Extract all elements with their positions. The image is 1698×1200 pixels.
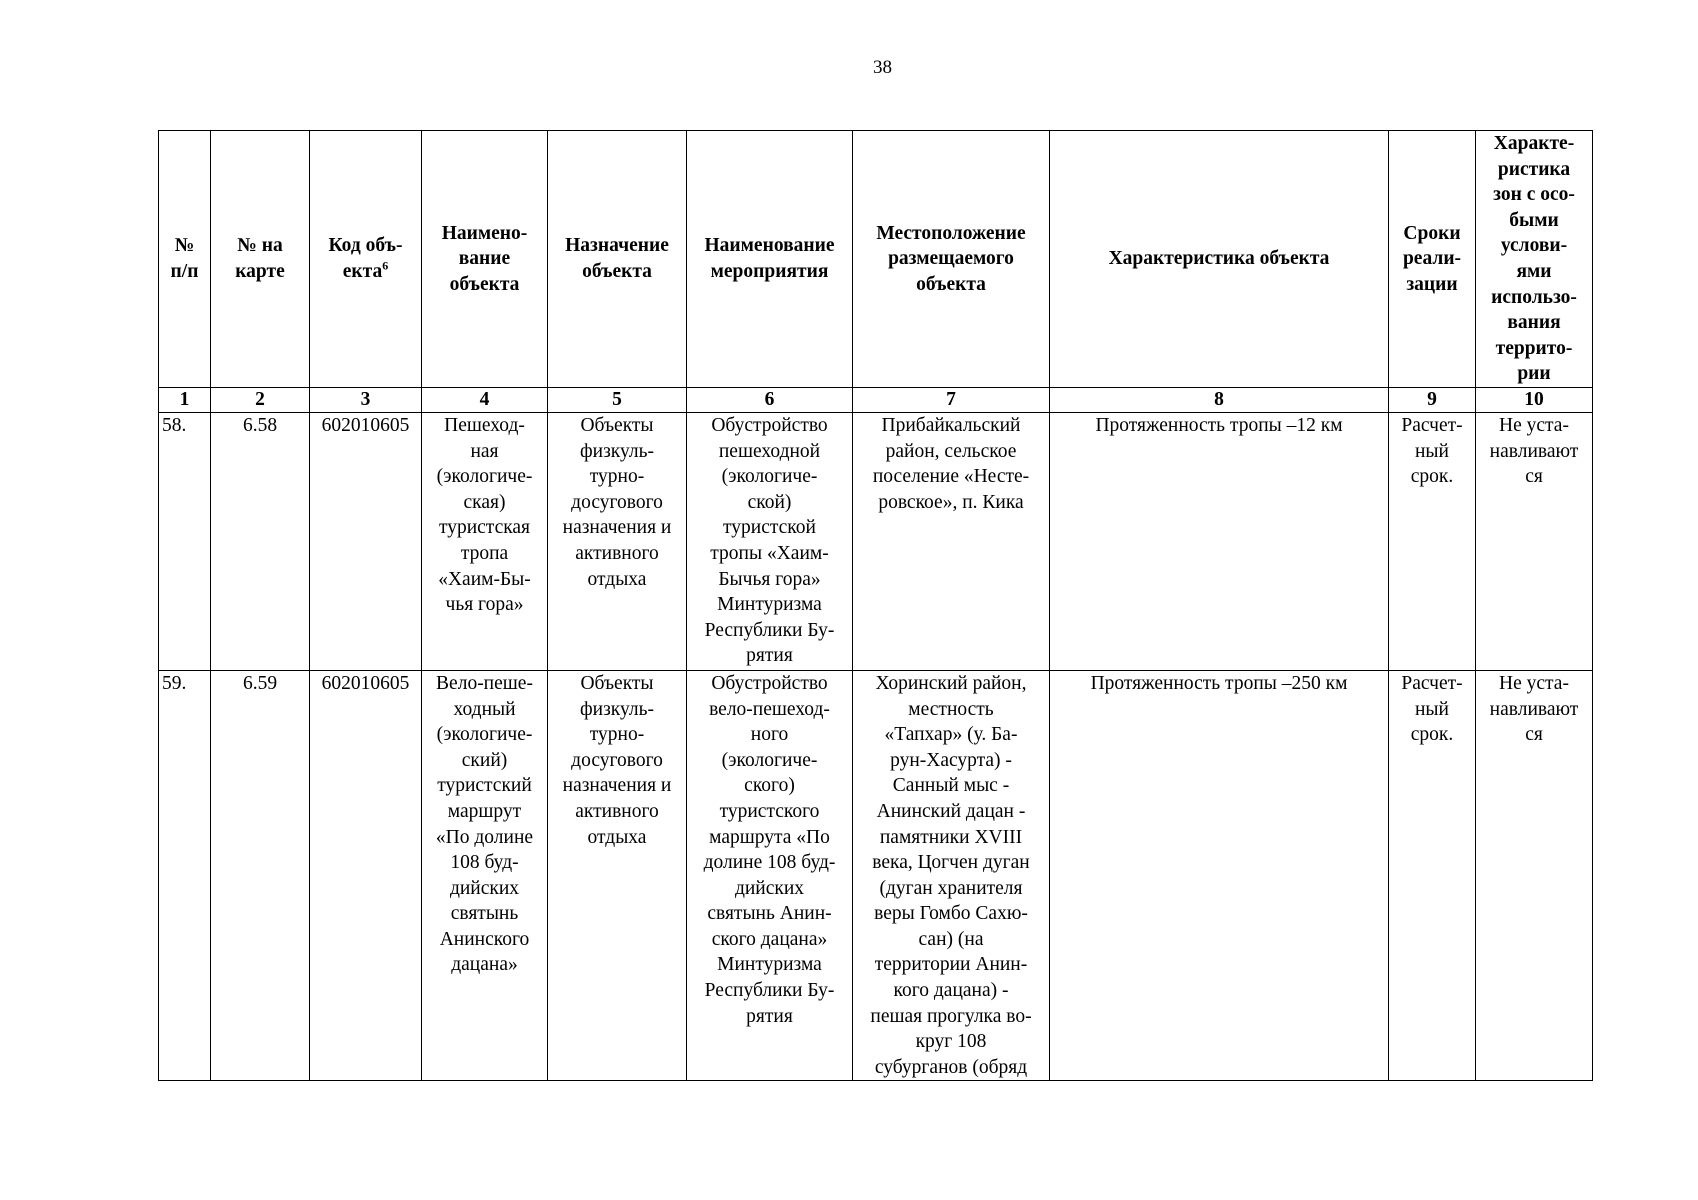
measure-name-line: Обустройство: [711, 414, 828, 436]
object-location-line: веры Гомбо Сахю-: [874, 903, 1028, 925]
column-number-row: [159, 387, 1593, 412]
header-col-1-line: №: [174, 235, 195, 257]
measure-name-line: туристского: [719, 800, 820, 822]
column-number: 6: [687, 387, 853, 412]
measure-name-line: тропы «Хаим-: [710, 542, 829, 564]
object-name-line: Анинского: [439, 928, 530, 950]
header-col-1-line: п/п: [170, 260, 199, 282]
zone-characteristic-line: ся: [1525, 724, 1543, 746]
header-col-3-line-1: Код объ-: [328, 235, 403, 257]
header-col-10-line: террито-: [1495, 337, 1573, 359]
object-name-line: «По долине: [435, 826, 534, 848]
object-name-line: 108 буд-: [450, 852, 519, 874]
object-name-line: Вело-пеше-: [436, 672, 533, 694]
object-name-line: туристский: [437, 775, 532, 797]
header-col-7: [853, 131, 1050, 388]
header-col-10-line: ристика: [1497, 158, 1571, 180]
header-col-10-line: ями: [1516, 260, 1552, 282]
object-location-line: Прибайкальский: [881, 414, 1021, 436]
column-number: 1: [159, 387, 211, 412]
measure-name-line: (экологиче-: [721, 466, 818, 488]
footnote-marker: 6: [382, 258, 389, 273]
object-location: [853, 670, 1050, 1081]
column-number: 8: [1050, 387, 1389, 412]
object-name-line: (экологиче-: [436, 724, 533, 746]
table-row: [159, 670, 1593, 1081]
column-number: 5: [548, 387, 687, 412]
object-name-line: тропа: [460, 542, 509, 564]
header-col-10-line: услови-: [1500, 235, 1568, 257]
object-characteristic: [1050, 412, 1389, 670]
column-number: 2: [211, 387, 310, 412]
header-col-3-line-2-text: екта: [342, 260, 383, 282]
measure-name-line: рятия: [746, 645, 793, 667]
header-col-5: [548, 131, 687, 388]
implementation-term-line: Расчет-: [1401, 414, 1463, 436]
header-col-10-line: рии: [1517, 363, 1551, 385]
measure-name-line: ского): [744, 775, 795, 797]
measure-name-line: дийских: [734, 877, 805, 899]
object-purpose-line: Объекты: [580, 672, 654, 694]
object-name-line: Пешеход-: [444, 414, 525, 436]
object-location-line: (дуган хранителя: [879, 877, 1023, 899]
implementation-term: [1389, 670, 1476, 1081]
object-name-line: дийских: [449, 877, 520, 899]
object-purpose-line: физкуль-: [580, 698, 654, 720]
header-col-9-line: зации: [1406, 273, 1458, 295]
object-purpose-line: досугового: [571, 749, 663, 771]
header-col-8: [1050, 131, 1389, 388]
header-col-2-line: карте: [235, 260, 285, 282]
object-purpose-line: назначения и: [562, 775, 672, 797]
implementation-term-line: ный: [1415, 698, 1449, 720]
table-row: [159, 412, 1593, 670]
header-col-6-line: мероприятия: [710, 260, 829, 282]
object-location-line: круг 108: [915, 1031, 987, 1053]
zone-characteristic: [1476, 670, 1593, 1081]
object-location-line: Хоринский район,: [875, 672, 1027, 694]
column-number: 4: [422, 387, 548, 412]
header-col-7-line: размещаемого: [888, 248, 1014, 270]
object-location-line: Санный мыс -: [892, 775, 1010, 797]
measure-name-line: ного: [750, 724, 789, 746]
header-col-6: [687, 131, 853, 388]
measure-name-line: ского дацана»: [711, 928, 828, 950]
measure-name-line: рятия: [746, 1005, 793, 1027]
page-number: 38: [873, 57, 892, 78]
object-purpose: [548, 412, 687, 670]
object-location: [853, 412, 1050, 670]
header-col-9-line: реали-: [1402, 248, 1462, 270]
object-name-line: святынь: [450, 903, 519, 925]
object-purpose-line: турно-: [589, 466, 645, 488]
header-col-4-line: Наимено-: [441, 222, 528, 244]
implementation-term-line: Расчет-: [1401, 672, 1463, 694]
implementation-term-line: ный: [1415, 440, 1449, 462]
object-name-line: дацана»: [451, 954, 518, 976]
measure-name-line: ской): [747, 491, 792, 513]
measure-name-line: пешеходной: [718, 440, 821, 462]
object-name-line: ская): [463, 491, 506, 513]
object-purpose-line: физкуль-: [580, 440, 654, 462]
header-col-10-line: вания: [1507, 312, 1561, 334]
header-col-10-line: быми: [1509, 209, 1559, 231]
implementation-term-line: срок.: [1410, 724, 1454, 746]
header-col-10-line: использо-: [1491, 286, 1577, 308]
object-purpose-line: турно-: [589, 724, 645, 746]
header-col-10-line: Характе-: [1493, 133, 1575, 154]
measure-name-line: Республики Бу-: [704, 980, 835, 1002]
object-location-line: субурганов (обряд: [874, 1056, 1028, 1078]
object-location-line: ровское», п. Кика: [878, 491, 1024, 513]
object-characteristic-line: Протяженность тропы –12 км: [1095, 414, 1343, 436]
measure-name-line: вело-пешеход-: [709, 698, 830, 720]
object-purpose-line: активного: [575, 800, 659, 822]
object-location-line: территории Анин-: [874, 954, 1028, 976]
header-col-5-line: Назначение: [565, 235, 669, 257]
object-location-line: поселение «Несте-: [872, 466, 1030, 488]
object-characteristic: [1050, 670, 1389, 1081]
object-location-line: район, сельское: [885, 440, 1017, 462]
object-location-line: «Тапхар» (у. Ба-: [884, 724, 1018, 746]
object-name-line: «Хаим-Бы-: [438, 568, 531, 590]
object-purpose: [548, 670, 687, 1081]
object-purpose-line: отдыха: [587, 568, 647, 590]
object-location-line: века, Цогчен дуган: [872, 852, 1030, 874]
object-purpose-line: досугового: [571, 491, 663, 513]
column-number: 3: [310, 387, 422, 412]
header-col-2-line: № на: [237, 235, 283, 257]
measure-name-line: долине 108 буд-: [703, 852, 836, 874]
header-col-4-line: вание: [458, 248, 511, 270]
object-location-line: рун-Хасурта) -: [890, 749, 1012, 771]
measure-name: [687, 670, 853, 1081]
column-number: 9: [1389, 387, 1476, 412]
zone-characteristic-line: навливают: [1489, 698, 1579, 720]
object-code: 602010605: [310, 412, 422, 670]
object-location-line: кого дацана) -: [893, 980, 1009, 1002]
implementation-term-line: срок.: [1410, 466, 1454, 488]
header-col-7-line: объекта: [916, 273, 986, 295]
header-col-10-line: зон с осо-: [1493, 184, 1575, 206]
object-name-line: ная: [470, 440, 499, 462]
implementation-term: [1389, 412, 1476, 670]
object-purpose-line: назначения и: [562, 517, 672, 539]
object-location-line: Анинский дацан -: [876, 800, 1026, 822]
object-location-line: памятники XVIII: [879, 826, 1023, 848]
measure-name-line: туристской: [723, 517, 816, 539]
header-col-4: [422, 131, 548, 388]
object-purpose-line: активного: [575, 542, 659, 564]
column-number: 10: [1476, 387, 1593, 412]
map-number: 6.58: [211, 412, 310, 670]
object-code: 602010605: [310, 670, 422, 1081]
object-name-line: маршрут: [447, 800, 522, 822]
header-col-3: [310, 131, 422, 388]
zone-characteristic-line: ся: [1525, 466, 1543, 488]
object-name-line: туристская: [438, 517, 531, 539]
object-purpose-line: отдыха: [587, 826, 647, 848]
header-col-8-line: Характеристика объекта: [1108, 248, 1330, 270]
measure-name: [687, 412, 853, 670]
object-purpose-line: Объекты: [580, 414, 654, 436]
header-col-2: [211, 131, 310, 388]
header-col-3-line-2: [312, 259, 419, 285]
header-col-4-line: объекта: [449, 273, 520, 295]
measure-name-line: Республики Бу-: [704, 619, 835, 641]
header-col-5-line: объекта: [582, 260, 652, 282]
object-name: [422, 412, 548, 670]
zone-characteristic-line: Не уста-: [1499, 414, 1569, 436]
zone-characteristic: [1476, 412, 1593, 670]
zone-characteristic-line: Не уста-: [1499, 672, 1569, 694]
object-name-line: ходный: [453, 698, 516, 720]
object-location-line: сан) (на: [918, 928, 984, 950]
measure-name-line: святынь Анин-: [707, 903, 832, 925]
measure-name-line: Обустройство: [711, 672, 828, 694]
measure-name-line: маршрута «По: [709, 826, 830, 848]
object-location-line: местность: [908, 698, 994, 720]
object-name-line: (экологиче-: [436, 466, 533, 488]
measure-name-line: (экологиче-: [721, 749, 818, 771]
measure-name-line: Бычья гора»: [718, 568, 821, 590]
header-col-7-line: Местоположение: [876, 222, 1026, 244]
header-col-6-line: Наименование: [704, 235, 835, 257]
header-row: [159, 131, 1593, 388]
header-col-10: [1476, 131, 1593, 388]
header-col-9-line: Сроки: [1403, 222, 1461, 244]
header-col-9: [1389, 131, 1476, 388]
object-characteristic-line: Протяженность тропы –250 км: [1090, 672, 1348, 694]
measure-name-line: Минтуризма: [717, 594, 822, 616]
object-location-line: пешая прогулка во-: [870, 1005, 1032, 1027]
column-number: 7: [853, 387, 1050, 412]
row-number: 58.: [159, 412, 211, 670]
objects-table: [158, 130, 1593, 1081]
map-number: 6.59: [211, 670, 310, 1081]
object-name-line: чья гора»: [445, 594, 524, 616]
object-name-line: ский): [461, 749, 508, 771]
row-number: 59.: [159, 670, 211, 1081]
zone-characteristic-line: навливают: [1489, 440, 1579, 462]
object-name: [422, 670, 548, 1081]
measure-name-line: Минтуризма: [717, 954, 822, 976]
header-col-1: [159, 131, 211, 388]
